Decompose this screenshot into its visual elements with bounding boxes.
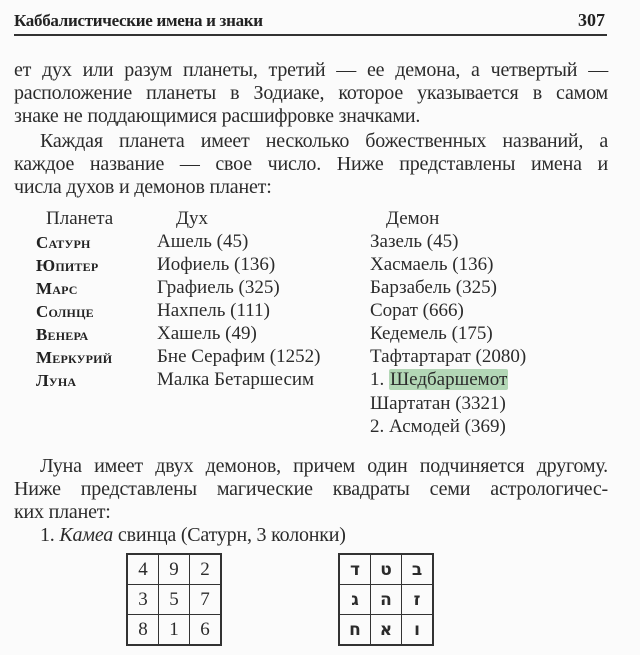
planet-venus: Венера (36, 325, 89, 344)
square-cell: 2 (190, 554, 222, 585)
spirit-jupiter: Иофиель (136) (157, 254, 276, 275)
square-cell: 7 (190, 585, 222, 615)
planet-moon: Луна (36, 371, 77, 390)
paragraph-3-line-1: Луна имеет двух демонов, причем один подчиняется другому. (40, 455, 608, 477)
highlighted-demon-name[interactable]: Шедбаршемот (390, 369, 508, 390)
demon-moon-number: 1. (370, 369, 389, 390)
spirit-sun: Нахпель (111) (157, 300, 270, 321)
paragraph-3-line-3: ких планет: (14, 501, 111, 523)
square-cell: ו (402, 615, 434, 646)
square-cell: ח (339, 615, 371, 646)
square-cell: 1 (159, 615, 190, 646)
square-row (339, 554, 433, 585)
square-row (339, 585, 433, 615)
demon-mercury: Тафтартарат (2080) (370, 346, 527, 367)
square-cell: ב (402, 554, 434, 585)
paragraph-1-line-2: расположение планеты в Зодиаке, которое указывается в самом (14, 82, 608, 104)
square-row (127, 585, 221, 615)
planet-sun: Солнце (36, 302, 94, 321)
paragraph-2-line-3: числа духов и демонов планет: (14, 176, 272, 198)
paragraph-1-line-1: ет дух или разум планеты, третий — ее демона, а четвертый — (14, 59, 608, 81)
list-item-italic-word: Камеа (59, 524, 114, 546)
demon-jupiter: Хасмаель (136) (370, 254, 494, 275)
planet-jupiter: Юпитер (36, 256, 99, 275)
square-cell: 8 (127, 615, 159, 646)
planet-saturn: Сатурн (36, 233, 91, 252)
magic-square-hebrew (338, 553, 434, 646)
paragraph-1-line-3: знаке не поддающимися расшифровке значками. (14, 105, 421, 127)
chapter-title: Каббалистические имена и знаки (14, 11, 263, 30)
square-cell: 3 (127, 585, 159, 615)
square-cell: 4 (127, 554, 159, 585)
demon-sun: Сорат (666) (370, 300, 464, 321)
square-cell: א (371, 615, 402, 646)
square-row (127, 615, 221, 646)
magic-square-numbers (126, 553, 222, 646)
running-head (14, 8, 607, 36)
demon-moon-extra-2: 2. Асмодей (369) (370, 416, 506, 437)
paragraph-2-line-2: каждое название — свое число. Ниже представлены имена и (14, 153, 608, 175)
demon-moon (370, 368, 508, 391)
list-item-kamea-saturn (40, 524, 346, 547)
square-cell: ד (339, 554, 371, 585)
header-spirit: Дух (176, 208, 208, 229)
spirit-venus: Хашель (49) (157, 323, 257, 344)
square-row (127, 554, 221, 585)
demon-saturn: Зазель (45) (370, 231, 459, 252)
list-item-number: 1. (40, 524, 55, 546)
spirit-saturn: Ашель (45) (157, 231, 249, 252)
planet-mercury: Меркурий (36, 348, 113, 367)
square-cell: ז (402, 585, 434, 615)
spirit-mars: Графиель (325) (157, 277, 280, 298)
square-cell: ה (371, 585, 402, 615)
demon-venus: Кедемель (175) (370, 323, 493, 344)
header-planet: Планета (46, 208, 114, 229)
paragraph-3-line-2: Ниже представлены магические квадраты семи астрологичес- (14, 478, 608, 500)
paragraph-2-line-1: Каждая планета имеет несколько божественных названий, а (40, 130, 608, 152)
planet-mars: Марс (36, 279, 78, 298)
page-number: 307 (578, 10, 605, 30)
square-cell: 6 (190, 615, 222, 646)
square-cell: ט (371, 554, 402, 585)
square-row (339, 615, 433, 646)
spirit-moon: Малка Бетаршесим (157, 369, 315, 390)
square-cell: 9 (159, 554, 190, 585)
list-item-text: свинца (Сатурн, 3 колонки) (117, 524, 346, 546)
square-cell: 5 (159, 585, 190, 615)
header-demon: Демон (386, 208, 440, 229)
demon-moon-extra-1: Шартатан (3321) (370, 393, 506, 414)
demon-mars: Барзабель (325) (370, 277, 497, 298)
spirit-mercury: Бне Серафим (1252) (157, 346, 321, 367)
square-cell: ג (339, 585, 371, 615)
